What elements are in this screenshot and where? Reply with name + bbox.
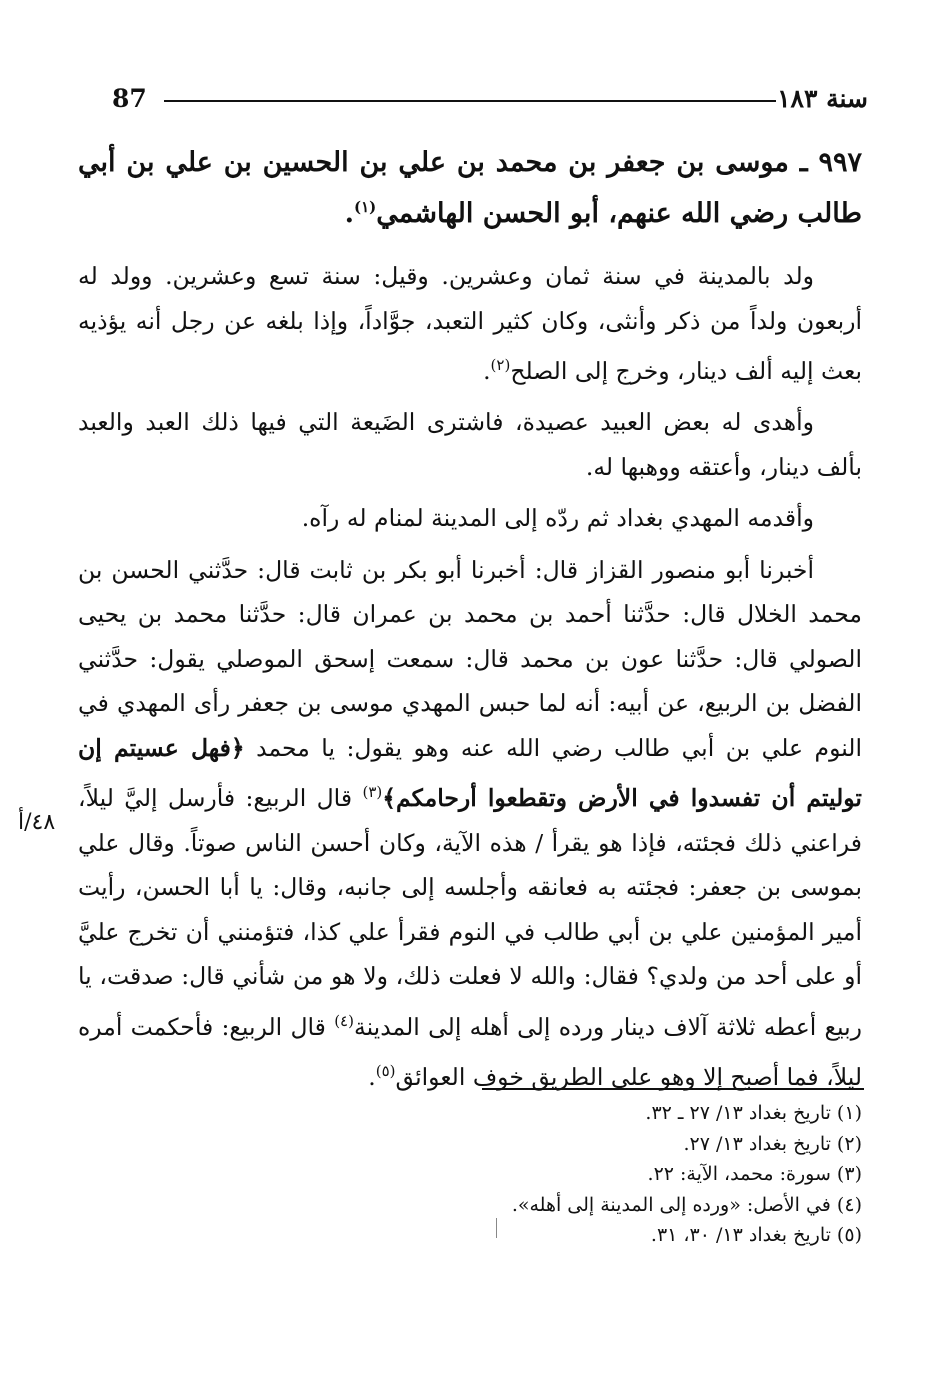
narration-story: قال الربيع: فأرسل إليَّ ليلاً، فراعني ذلك فجئته، فإذا هو يقرأ / هذه الآية، وكان أحسن الناس صوتاً. وقال علي بموسى بن جعفر: فجئته به فعانقه وأجلسه إلى جانبه، وقال: يا أبا الحسن، رأيت أمير المؤمنين علي بن أبي طالب في النوم فقرأ علي كذا، فتؤمنني أن تخرج عليَّ أو على أحد من ولدي؟ فقال: والله لا فعلت ذلك، ولا هو من شأني قال: صدقت، يا ربيع أعطه ثلاثة آلاف دينار ورده إلى أهله إلى المدينة	[78, 784, 862, 1041]
entry-heading	[78, 140, 862, 236]
main-text	[78, 140, 862, 1106]
footnote-separator	[482, 1088, 864, 1090]
footnote-2: (٢) تاريخ بغداد ١٣/ ٢٧.	[683, 1132, 862, 1155]
footnote-5: (٥) تاريخ بغداد ١٣/ ٣٠، ٣١.	[650, 1224, 862, 1246]
paragraph-end: .	[483, 356, 491, 385]
page-number: 87	[112, 84, 147, 113]
footnote-4: (٤) في الأصل: «ورده إلى المدينة إلى أهله».	[511, 1193, 862, 1216]
quran-verse: ﴿فهل عسيتم إن توليتم أن تفسدوا في الأرض وتقطعوا أرحامكم﴾	[78, 733, 862, 813]
paragraph-baghdad: وأقدمه المهدي بغداد ثم ردّه إلى المدينة لمنام له رآه.	[301, 504, 814, 533]
running-head	[112, 78, 868, 118]
heading-end: .	[344, 198, 354, 229]
footnote-ref: (٣)	[362, 783, 383, 802]
footnote-ref: (٢)	[490, 356, 511, 374]
entry-heading-text: ٩٩٧ ـ موسى بن جعفر بن محمد بن علي بن الحسين بن علي بن أبي طالب رضي الله عنهم، أبو الحسن الهاشمي	[78, 147, 862, 229]
paragraph-narration	[78, 548, 862, 1099]
footnote-ref: (٥)	[375, 1061, 396, 1080]
footnote-ref: (٤)	[334, 1011, 354, 1030]
paragraph-birth	[78, 254, 862, 393]
paragraph-text: ولد بالمدينة في سنة ثمان وعشرين. وقيل: سنة تسع وعشرين. وولد له أربعون ولداً من ذكر وأنثى، وكان كثير التعبد، جوَّاداً، وإذا بلغه عن رجل أنه يؤذيه بعث إليه ألف دينار، وخرج إلى الصلح	[78, 262, 862, 385]
manuscript-folio-note: ٤٨/أ	[18, 810, 56, 835]
running-head-rule	[164, 100, 776, 102]
paragraph-end: .	[368, 1062, 376, 1091]
narration-end: قال الربيع: فأحكمت أمره ليلاً، فما أصبح إلا وهو على الطريق خوف العوائق	[78, 1012, 862, 1091]
footnotes	[262, 1098, 862, 1251]
scan-mark	[496, 1218, 497, 1238]
footnote-ref: (١)	[353, 198, 377, 216]
narration-isnad: أخبرنا أبو منصور القزاز قال: أخبرنا أبو بكر بن ثابت قال: حدَّثني الحسن بن محمد الخلال قال: حدَّثنا أحمد بن محمد بن عمران قال: حدَّثنا محمد بن يحيى الصولي قال: حدَّثنا عون بن محمد قال: سمعت إسحق الموصلي يقول: حدَّثني الفضل بن الربيع، عن أبيه: أنه لما حبس المهدي موسى بن جعفر رأى المهدي في النوم علي بن أبي طالب رضي الله عنه وهو يقول: يا محمد	[78, 555, 862, 762]
running-head-year: سنة ١٨٣	[777, 84, 868, 113]
footnote-3: (٣) سورة: محمد، الآية: ٢٢.	[647, 1163, 862, 1185]
footnote-1: (١) تاريخ بغداد ١٣/ ٢٧ ـ ٣٢.	[645, 1102, 862, 1124]
paragraph-gift: وأهدى له بعض العبيد عصيدة، فاشترى الضَيعة التي فيها ذلك العبد والعبد بألف دينار، وأعتقه ووهبها له.	[78, 408, 862, 481]
